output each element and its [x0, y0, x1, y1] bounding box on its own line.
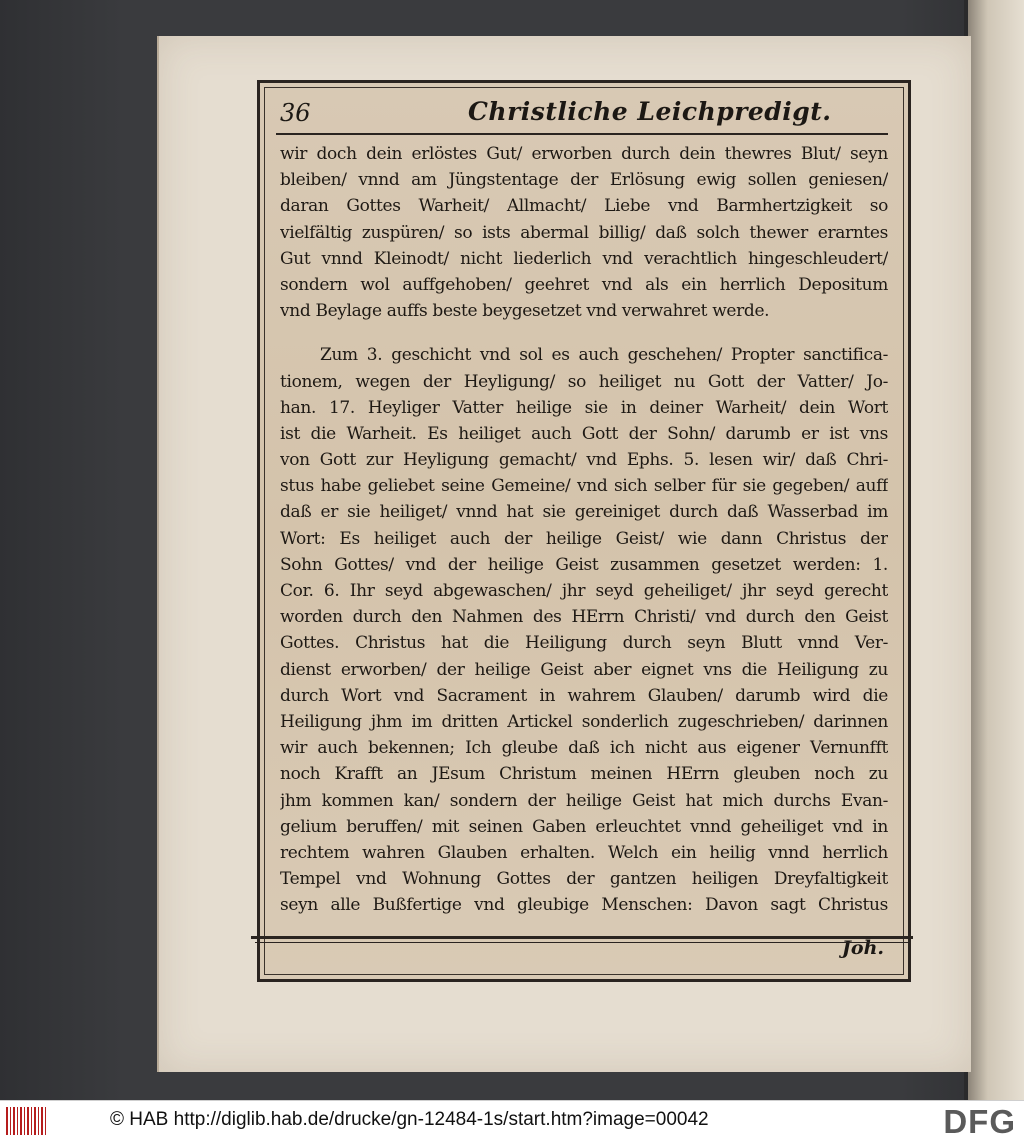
- text-line: Tempel vnd Wohnung Gottes der gantzen heiligen Dreyfaltigkeit: [280, 869, 888, 890]
- text-line: Sohn Gottes/ vnd der heilige Geist zusammen gesetzet werden: 1.: [280, 554, 888, 575]
- text-line: Gottes. Christus hat die Heiligung durch seyn Blutt vnnd Ver-: [280, 633, 888, 654]
- body-text: [280, 141, 888, 918]
- text-line: seyn alle Bußfertige vnd gleubige Menschen: Davon sagt Christus: [280, 895, 888, 916]
- text-line: bleiben/ vnnd am Jüngstentage der Erlösung ewig sollen geniesen/: [280, 170, 888, 191]
- text-line: Cor. 6. Ihr seyd abgewaschen/ jhr seyd geheiliget/ jhr seyd gerecht: [280, 581, 888, 601]
- copyright-link[interactable]: © HAB http://diglib.hab.de/drucke/gn-12484-1s/start.htm?image=00042: [110, 1109, 709, 1130]
- text-line: Gut vnnd Kleinodt/ nicht liederlich vnd verachtlich hingeschleudert/: [280, 248, 888, 269]
- text-line: stus habe geliebet seine Gemeine/ vnd sich selber für sie gegeben/ auff: [280, 476, 888, 497]
- text-line: Heiligung jhm im dritten Artickel sonderlich zugeschrieben/ darinnen: [280, 711, 888, 732]
- text-line: wir doch dein erlöstes Gut/ erworben durch dein thewres Blut/ seyn: [280, 144, 888, 164]
- page-header: [276, 97, 888, 135]
- text-line: jhm kommen kan/ sondern der heilige Geist hat mich durchs Evan-: [280, 790, 888, 811]
- text-line: han. 17. Heyliger Vatter heilige sie in deiner Warheit/ dein Wort: [280, 397, 888, 418]
- text-line: sondern wol auffgehoben/ geehret vnd als ein herrlich Depositum: [280, 274, 888, 295]
- text-line: daran Gottes Warheit/ Allmacht/ Liebe vnd Barmhertzigkeit so: [280, 196, 888, 217]
- text-line: ist die Warheit. Es heiliget auch Gott der Sohn/ darumb er ist vns: [280, 423, 888, 444]
- text-line: wir auch bekennen; Ich gleube daß ich nicht aus eigener Vernunfft: [280, 738, 888, 759]
- text-line: von Gott zur Heyligung gemacht/ vnd Ephs. 5. lesen wir/ daß Chri-: [280, 450, 888, 471]
- text-line: tionem, wegen der Heyligung/ so heiliget nu Gott der Vatter/ Jo-: [280, 371, 888, 392]
- text-line: rechtem wahren Glauben erhalten. Welch ein heilig vnnd herrlich: [280, 842, 888, 863]
- text-line: gelium beruffen/ mit seinen Gaben erleuchtet vnnd geheiliget vnd in: [280, 816, 888, 837]
- dfg-logo[interactable]: DFG: [943, 1103, 1016, 1140]
- adjacent-page: [968, 0, 1024, 1100]
- text-line: worden durch den Nahmen des HErrn Christi/ vnd durch den Geist: [280, 607, 888, 628]
- text-line: Wort: Es heiliget auch der heilige Geist/ wie dann Christus der: [280, 528, 888, 549]
- viewer-footer: [0, 1100, 1024, 1142]
- bottom-rule: [251, 936, 913, 939]
- text-line: durch Wort vnd Sacrament in wahrem Glauben/ darumb wird die: [280, 685, 888, 706]
- running-title: Christliche Leichpredigt.: [468, 97, 832, 126]
- bottom-rule-thin: [255, 942, 909, 943]
- text-frame: [257, 80, 911, 982]
- text-line: dienst erworben/ der heilige Geist aber eignet vns die Heiligung zu: [280, 659, 888, 680]
- text-line: daß er sie heiliget/ vnnd hat sie gereiniget durch daß Wasserbad im: [280, 502, 888, 523]
- text-line: vielfältig zuspüren/ so ists abermal billig/ daß solch thewer erarntes: [280, 222, 888, 243]
- text-line: noch Krafft an JEsum Christum meinen HErrn gleuben noch zu: [280, 764, 888, 785]
- barcode-icon: [6, 1107, 46, 1135]
- book-page: [157, 36, 971, 1072]
- text-line: Zum 3. geschicht vnd sol es auch geschehen/ Propter sanctifica-: [320, 345, 888, 366]
- paragraph-gap: [280, 324, 888, 342]
- catchword: Joh.: [841, 937, 884, 959]
- page-number: 36: [280, 99, 311, 127]
- text-line: vnd Beylage auffs beste beygesetzet vnd verwahret werde.: [280, 301, 770, 322]
